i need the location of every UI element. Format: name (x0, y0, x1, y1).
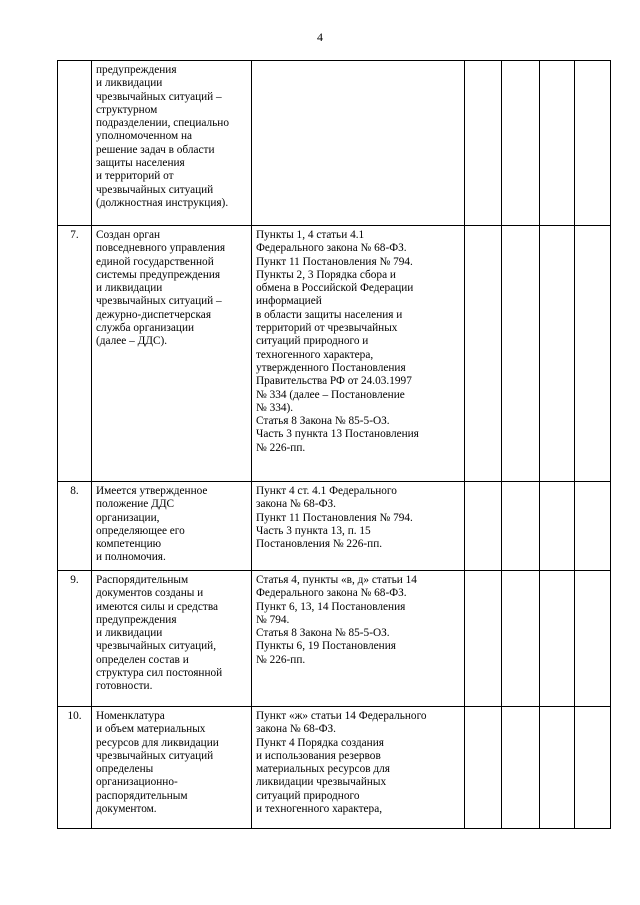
answer-cell-yes (465, 571, 502, 707)
answer-cell-na (540, 482, 575, 571)
answer-cell-yes (465, 482, 502, 571)
legal-basis-cell: Пункт «ж» статьи 14 Федерального закона № 68-ФЗ. Пункт 4 Порядка создания и использования резервов материальных ресурсов для ликвидации чрезвычайных ситуаций природного и техногенного характера, (252, 707, 465, 829)
notes-cell (575, 707, 611, 829)
requirement-cell: Создан орган повседневного управления единой государственной системы предупреждения и ликвидации чрезвычайных ситуаций – дежурно-диспетчерская служба организации (далее – ДДС). (92, 226, 252, 482)
row-number: 8. (58, 482, 92, 571)
answer-cell-no (502, 226, 540, 482)
legal-basis-cell: Статья 4, пункты «в, д» статьи 14 Федерального закона № 68-ФЗ. Пункт 6, 13, 14 Постановления № 794. Статья 8 Закона № 85-5-ОЗ. Пункты 6, 19 Постановления № 226-пп. (252, 571, 465, 707)
answer-cell-yes (465, 707, 502, 829)
answer-cell-no (502, 571, 540, 707)
table-row (58, 707, 611, 829)
row-number: 7. (58, 226, 92, 482)
row-number (58, 61, 92, 226)
notes-cell (575, 571, 611, 707)
answer-cell-yes (465, 226, 502, 482)
table-row (58, 61, 611, 226)
notes-cell (575, 61, 611, 226)
answer-cell-yes (465, 61, 502, 226)
requirement-cell: Номенклатура и объем материальных ресурсов для ликвидации чрезвычайных ситуаций определены организационно- распорядительным документом. (92, 707, 252, 829)
row-number: 10. (58, 707, 92, 829)
legal-basis-cell (252, 61, 465, 226)
answer-cell-no (502, 61, 540, 226)
requirement-cell: Распорядительным документов созданы и имеются силы и средства предупреждения и ликвидации чрезвычайных ситуаций, определен состав и структура сил постоянной готовности. (92, 571, 252, 707)
answer-cell-na (540, 707, 575, 829)
answer-cell-no (502, 707, 540, 829)
notes-cell (575, 226, 611, 482)
notes-cell (575, 482, 611, 571)
table-row (58, 482, 611, 571)
row-number: 9. (58, 571, 92, 707)
answer-cell-na (540, 226, 575, 482)
legal-basis-cell: Пункт 4 ст. 4.1 Федерального закона № 68-ФЗ. Пункт 11 Постановления № 794. Часть 3 пункта 13, п. 15 Постановления № 226-пп. (252, 482, 465, 571)
legal-basis-cell: Пункты 1, 4 статьи 4.1 Федерального закона № 68-ФЗ. Пункт 11 Постановления № 794. Пункты 2, 3 Порядка сбора и обмена в Российской Федерации информацией в области защиты населения и территорий от чрезвычайных ситуаций природного и техногенного характера, утвержденного Постановления Правительства РФ от 24.03.1997 № 334 (далее – Постановление № 334). Статья 8 Закона № 85-5-ОЗ. Часть 3 пункта 13 Постановления № 226-пп. (252, 226, 465, 482)
answer-cell-na (540, 61, 575, 226)
requirement-cell: Имеется утвержденное положение ДДС организации, определяющее его компетенцию и полномочия. (92, 482, 252, 571)
checklist-table (57, 60, 611, 829)
page-number: 4 (317, 30, 323, 44)
requirement-cell: предупреждения и ликвидации чрезвычайных ситуаций – структурном подразделении, специально уполномоченном на решение задач в области защиты населения и территорий от чрезвычайных ситуаций (должностная инструкция). (92, 61, 252, 226)
answer-cell-na (540, 571, 575, 707)
table-row (58, 226, 611, 482)
table-row (58, 571, 611, 707)
answer-cell-no (502, 482, 540, 571)
